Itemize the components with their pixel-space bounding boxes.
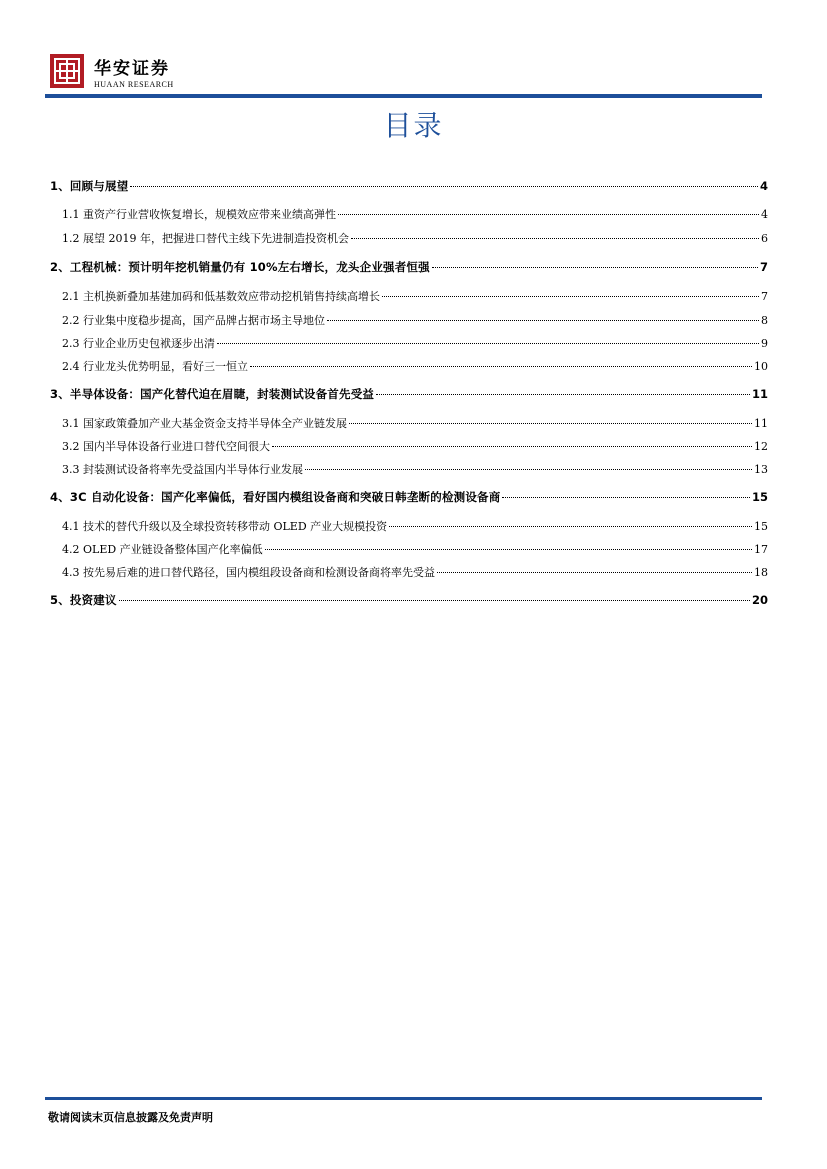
toc-entry-label: 3.3 封装测试设备将率先受益国内半导体行业发展 <box>62 463 303 476</box>
toc-dot-leader <box>349 423 752 424</box>
toc-section-entry[interactable] <box>62 438 768 454</box>
toc-section-entry[interactable] <box>62 206 768 222</box>
toc-chapter-entry[interactable] <box>50 259 768 275</box>
toc-section-entry[interactable] <box>62 541 768 557</box>
toc-dot-leader <box>265 549 752 550</box>
toc-entry-page-number: 20 <box>751 593 768 607</box>
toc-section-entry[interactable] <box>62 312 768 328</box>
toc-title: 目录 <box>383 109 444 142</box>
toc-entry-label: 4.2 OLED 产业链设备整体国产化率偏低 <box>62 543 263 556</box>
brand-name-english: HUAAN RESEARCH <box>94 80 174 89</box>
toc-entry-page-number: 9 <box>761 337 768 350</box>
toc-entry-label: 1.1 重资产行业营收恢复增长，规模效应带来业绩高弹性 <box>62 208 336 221</box>
toc-entry-label: 3.2 国内半导体设备行业进口替代空间很大 <box>62 440 270 453</box>
toc-section-entry[interactable] <box>62 230 768 246</box>
toc-dot-leader <box>502 497 750 498</box>
toc-section-entry[interactable] <box>62 461 768 477</box>
toc-chapter-entry[interactable] <box>50 178 768 194</box>
toc-entry-page-number: 11 <box>751 387 768 401</box>
toc-entry-page-number: 4 <box>759 179 768 193</box>
toc-dot-leader <box>217 343 759 344</box>
toc-section-entry[interactable] <box>62 335 768 351</box>
toc-entry-page-number: 15 <box>751 490 768 504</box>
toc-entry-page-number: 4 <box>761 208 768 221</box>
toc-dot-leader <box>130 186 758 187</box>
toc-dot-leader <box>272 446 752 447</box>
toc-entry-page-number: 7 <box>761 290 768 303</box>
toc-entry-page-number: 13 <box>754 463 768 476</box>
toc-section-entry[interactable] <box>62 358 768 374</box>
toc-entry-label: 1、回顾与展望 <box>50 179 129 193</box>
toc-dot-leader <box>250 366 752 367</box>
toc-entry-label: 4.3 按先易后难的进口替代路径，国内模组段设备商和检测设备商将率先受益 <box>62 566 435 579</box>
toc-dot-leader <box>376 394 750 395</box>
toc-dot-leader <box>305 469 752 470</box>
toc-entry-label: 3.1 国家政策叠加产业大基金资金支持半导体全产业链发展 <box>62 417 347 430</box>
toc-chapter-entry[interactable] <box>50 489 768 505</box>
toc-dot-leader <box>119 600 750 601</box>
toc-dot-leader <box>389 526 752 527</box>
toc-entry-page-number: 18 <box>754 566 768 579</box>
huaan-logo-icon <box>50 54 84 88</box>
footer-disclaimer: 敬请阅读末页信息披露及免责声明 <box>48 1111 213 1124</box>
toc-section-entry[interactable] <box>62 518 768 534</box>
toc-dot-leader <box>351 238 759 239</box>
toc-entry-label: 2.1 主机换新叠加基建加码和低基数效应带动挖机销售持续高增长 <box>62 290 380 303</box>
toc-entry-label: 4、3C 自动化设备：国产化率偏低，看好国内模组设备商和突破日韩垄断的检测设备商 <box>50 490 501 504</box>
toc-entry-page-number: 17 <box>754 543 768 556</box>
toc-entry-page-number: 7 <box>759 260 768 274</box>
report-header <box>50 48 762 98</box>
toc-section-entry[interactable] <box>62 415 768 431</box>
toc-dot-leader <box>338 214 759 215</box>
toc-entry-page-number: 8 <box>761 314 768 327</box>
toc-dot-leader <box>382 296 759 297</box>
toc-entry-label: 1.2 展望 2019 年，把握进口替代主线下先进制造投资机会 <box>62 232 349 245</box>
toc-dot-leader <box>327 320 759 321</box>
toc-entry-page-number: 6 <box>761 232 768 245</box>
toc-entry-page-number: 12 <box>754 440 768 453</box>
footer-divider <box>45 1097 762 1100</box>
toc-entry-label: 3、半导体设备：国产化替代迫在眉睫，封装测试设备首先受益 <box>50 387 375 401</box>
toc-entry-label: 4.1 技术的替代升级以及全球投资转移带动 OLED 产业大规模投资 <box>62 520 388 533</box>
brand-name-chinese: 华安证券 <box>94 59 170 79</box>
toc-entry-label: 2.2 行业集中度稳步提高，国产品牌占据市场主导地位 <box>62 314 325 327</box>
toc-entry-label: 2.4 行业龙头优势明显，看好三一恒立 <box>62 360 248 373</box>
toc-chapter-entry[interactable] <box>50 592 768 608</box>
toc-section-entry[interactable] <box>62 564 768 580</box>
toc-entry-label: 2.3 行业企业历史包袱逐步出清 <box>62 337 215 350</box>
header-divider <box>45 94 762 98</box>
toc-chapter-entry[interactable] <box>50 386 768 402</box>
toc-entry-label: 5、投资建议 <box>50 593 117 607</box>
toc-entry-page-number: 10 <box>754 360 768 373</box>
toc-entry-page-number: 11 <box>754 417 768 430</box>
toc-dot-leader <box>437 572 752 573</box>
toc-entry-page-number: 15 <box>754 520 768 533</box>
toc-entry-label: 2、工程机械：预计明年挖机销量仍有 10%左右增长，龙头企业强者恒强 <box>50 260 430 274</box>
toc-section-entry[interactable] <box>62 288 768 304</box>
toc-dot-leader <box>432 267 758 268</box>
